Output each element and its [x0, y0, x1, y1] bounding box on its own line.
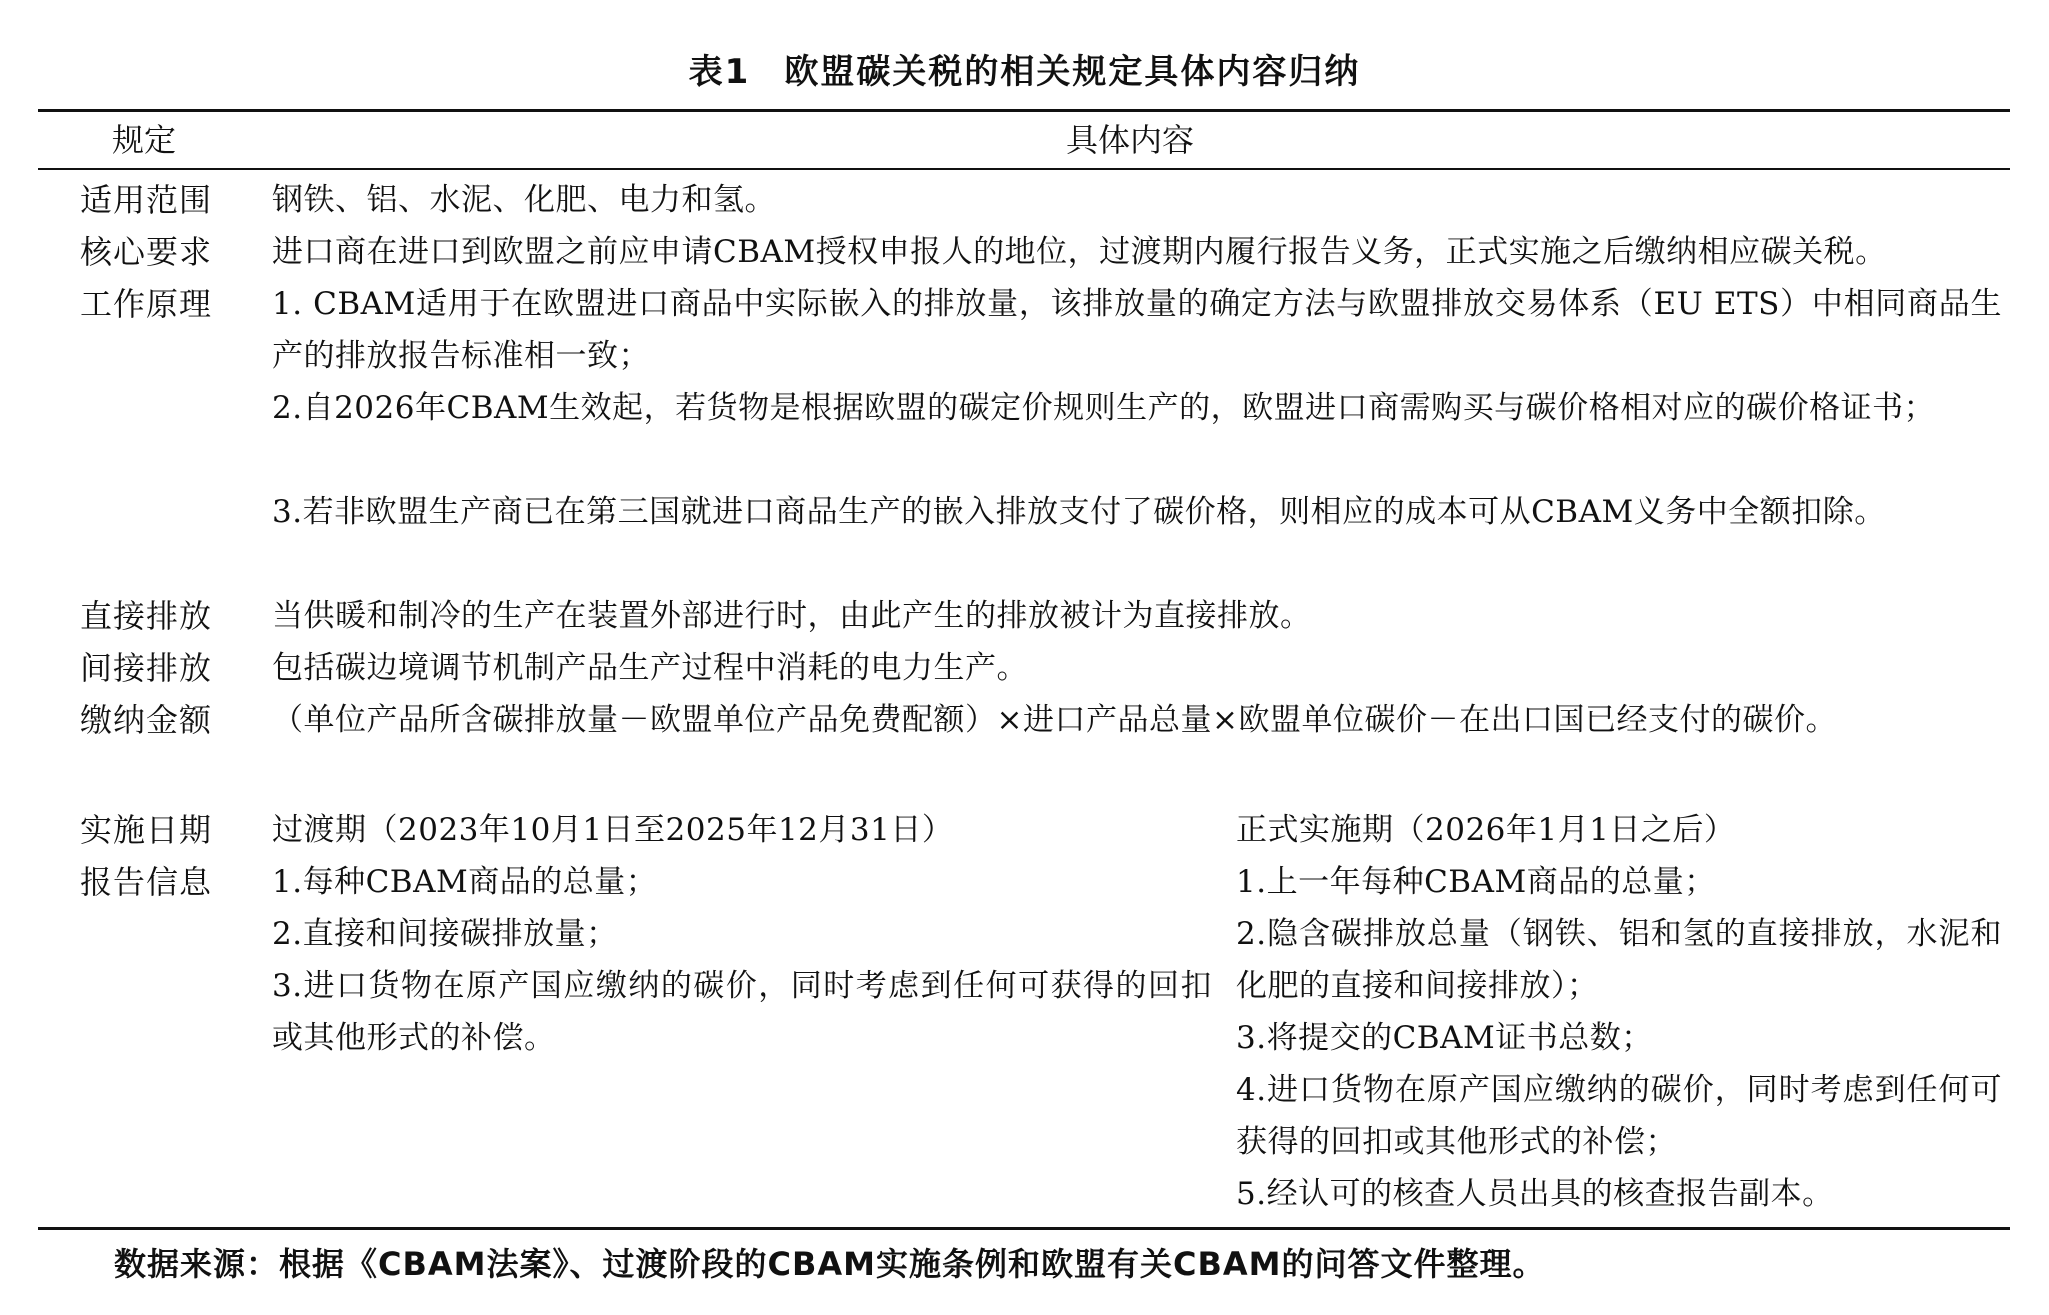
row-text-core: 进口商在进口到欧盟之前应申请CBAM授权申报人的地位，过渡期内履行报告义务，正式实施之后缴纳相应碳关税。 [272, 234, 1887, 270]
header-content: 具体内容 [1066, 121, 1195, 159]
row-label-indirect: 间接排放 [80, 649, 213, 687]
table-bottom-rule [38, 1227, 2010, 1230]
header-label: 规定 [112, 121, 177, 159]
report-formal-2: 2.隐含碳排放总量（钢铁、铝和氢的直接排放，水泥和化肥的直接和间接排放）； [1236, 916, 2002, 1004]
row-text-scope: 钢铁、铝、水泥、化肥、电力和氢。 [272, 182, 776, 218]
report-formal-5: 5.经认可的核查人员出具的核查报告副本。 [1236, 1176, 1834, 1212]
row-label-dates: 实施日期 [80, 811, 213, 849]
table-title: 欧盟碳关税的相关规定具体内容归纳 [784, 52, 1361, 92]
principle-item-2: 2.自2026年CBAM生效起，若货物是根据欧盟的碳定价规则生产的，欧盟进口商需购买与碳价格相对应的碳价格证书； [272, 390, 1936, 426]
report-formal-3: 3.将提交的CBAM证书总数； [1236, 1020, 1653, 1056]
row-text-direct: 当供暖和制冷的生产在装置外部进行时，由此产生的排放被计为直接排放。 [272, 598, 1312, 634]
row-text-indirect: 包括碳边境调节机制产品生产过程中消耗的电力生产。 [272, 650, 1028, 686]
row-label-principle: 工作原理 [80, 285, 213, 323]
report-formal-4: 4.进口货物在原产国应缴纳的碳价，同时考虑到任何可获得的回扣或其他形式的补偿； [1236, 1072, 2002, 1160]
row-label-payment: 缴纳金额 [80, 701, 213, 739]
row-text-payment: （单位产品所含碳排放量－欧盟单位产品免费配额）×进口产品总量×欧盟单位碳价－在出口国已经支付的碳价。 [272, 702, 1837, 738]
row-label-scope: 适用范围 [80, 181, 213, 219]
row-label-direct: 直接排放 [80, 597, 213, 635]
principle-item-3: 3.若非欧盟生产商已在第三国就进口商品生产的嵌入排放支付了碳价格，则相应的成本可从CBAM义务中全额扣除。 [272, 494, 1886, 530]
table-header-rule [38, 168, 2010, 170]
dates-formal: 正式实施期（2026年1月1日之后） [1236, 812, 1736, 848]
report-transition-1: 1.每种CBAM商品的总量； [272, 864, 658, 900]
table-top-rule [38, 109, 2010, 112]
row-label-core: 核心要求 [80, 233, 213, 271]
dates-transition: 过渡期（2023年10月1日至2025年12月31日） [272, 812, 954, 848]
table-number: 表1 [688, 52, 751, 92]
report-formal-1: 1.上一年每种CBAM商品的总量； [1236, 864, 1716, 900]
principle-item-1: 1. CBAM适用于在欧盟进口商品中实际嵌入的排放量，该排放量的确定方法与欧盟排放交易体系（EU ETS）中相同商品生产的排放报告标准相一致； [272, 286, 2002, 374]
table-caption [0, 44, 2049, 93]
row-label-report: 报告信息 [80, 863, 213, 901]
data-source-note: 数据来源：根据《CBAM法案》、过渡阶段的CBAM实施条例和欧盟有关CBAM的问答文件整理。 [114, 1245, 1546, 1283]
report-transition-3: 3.进口货物在原产国应缴纳的碳价，同时考虑到任何可获得的回扣或其他形式的补偿。 [272, 968, 1212, 1056]
report-transition-2: 2.直接和间接碳排放量； [272, 916, 618, 952]
